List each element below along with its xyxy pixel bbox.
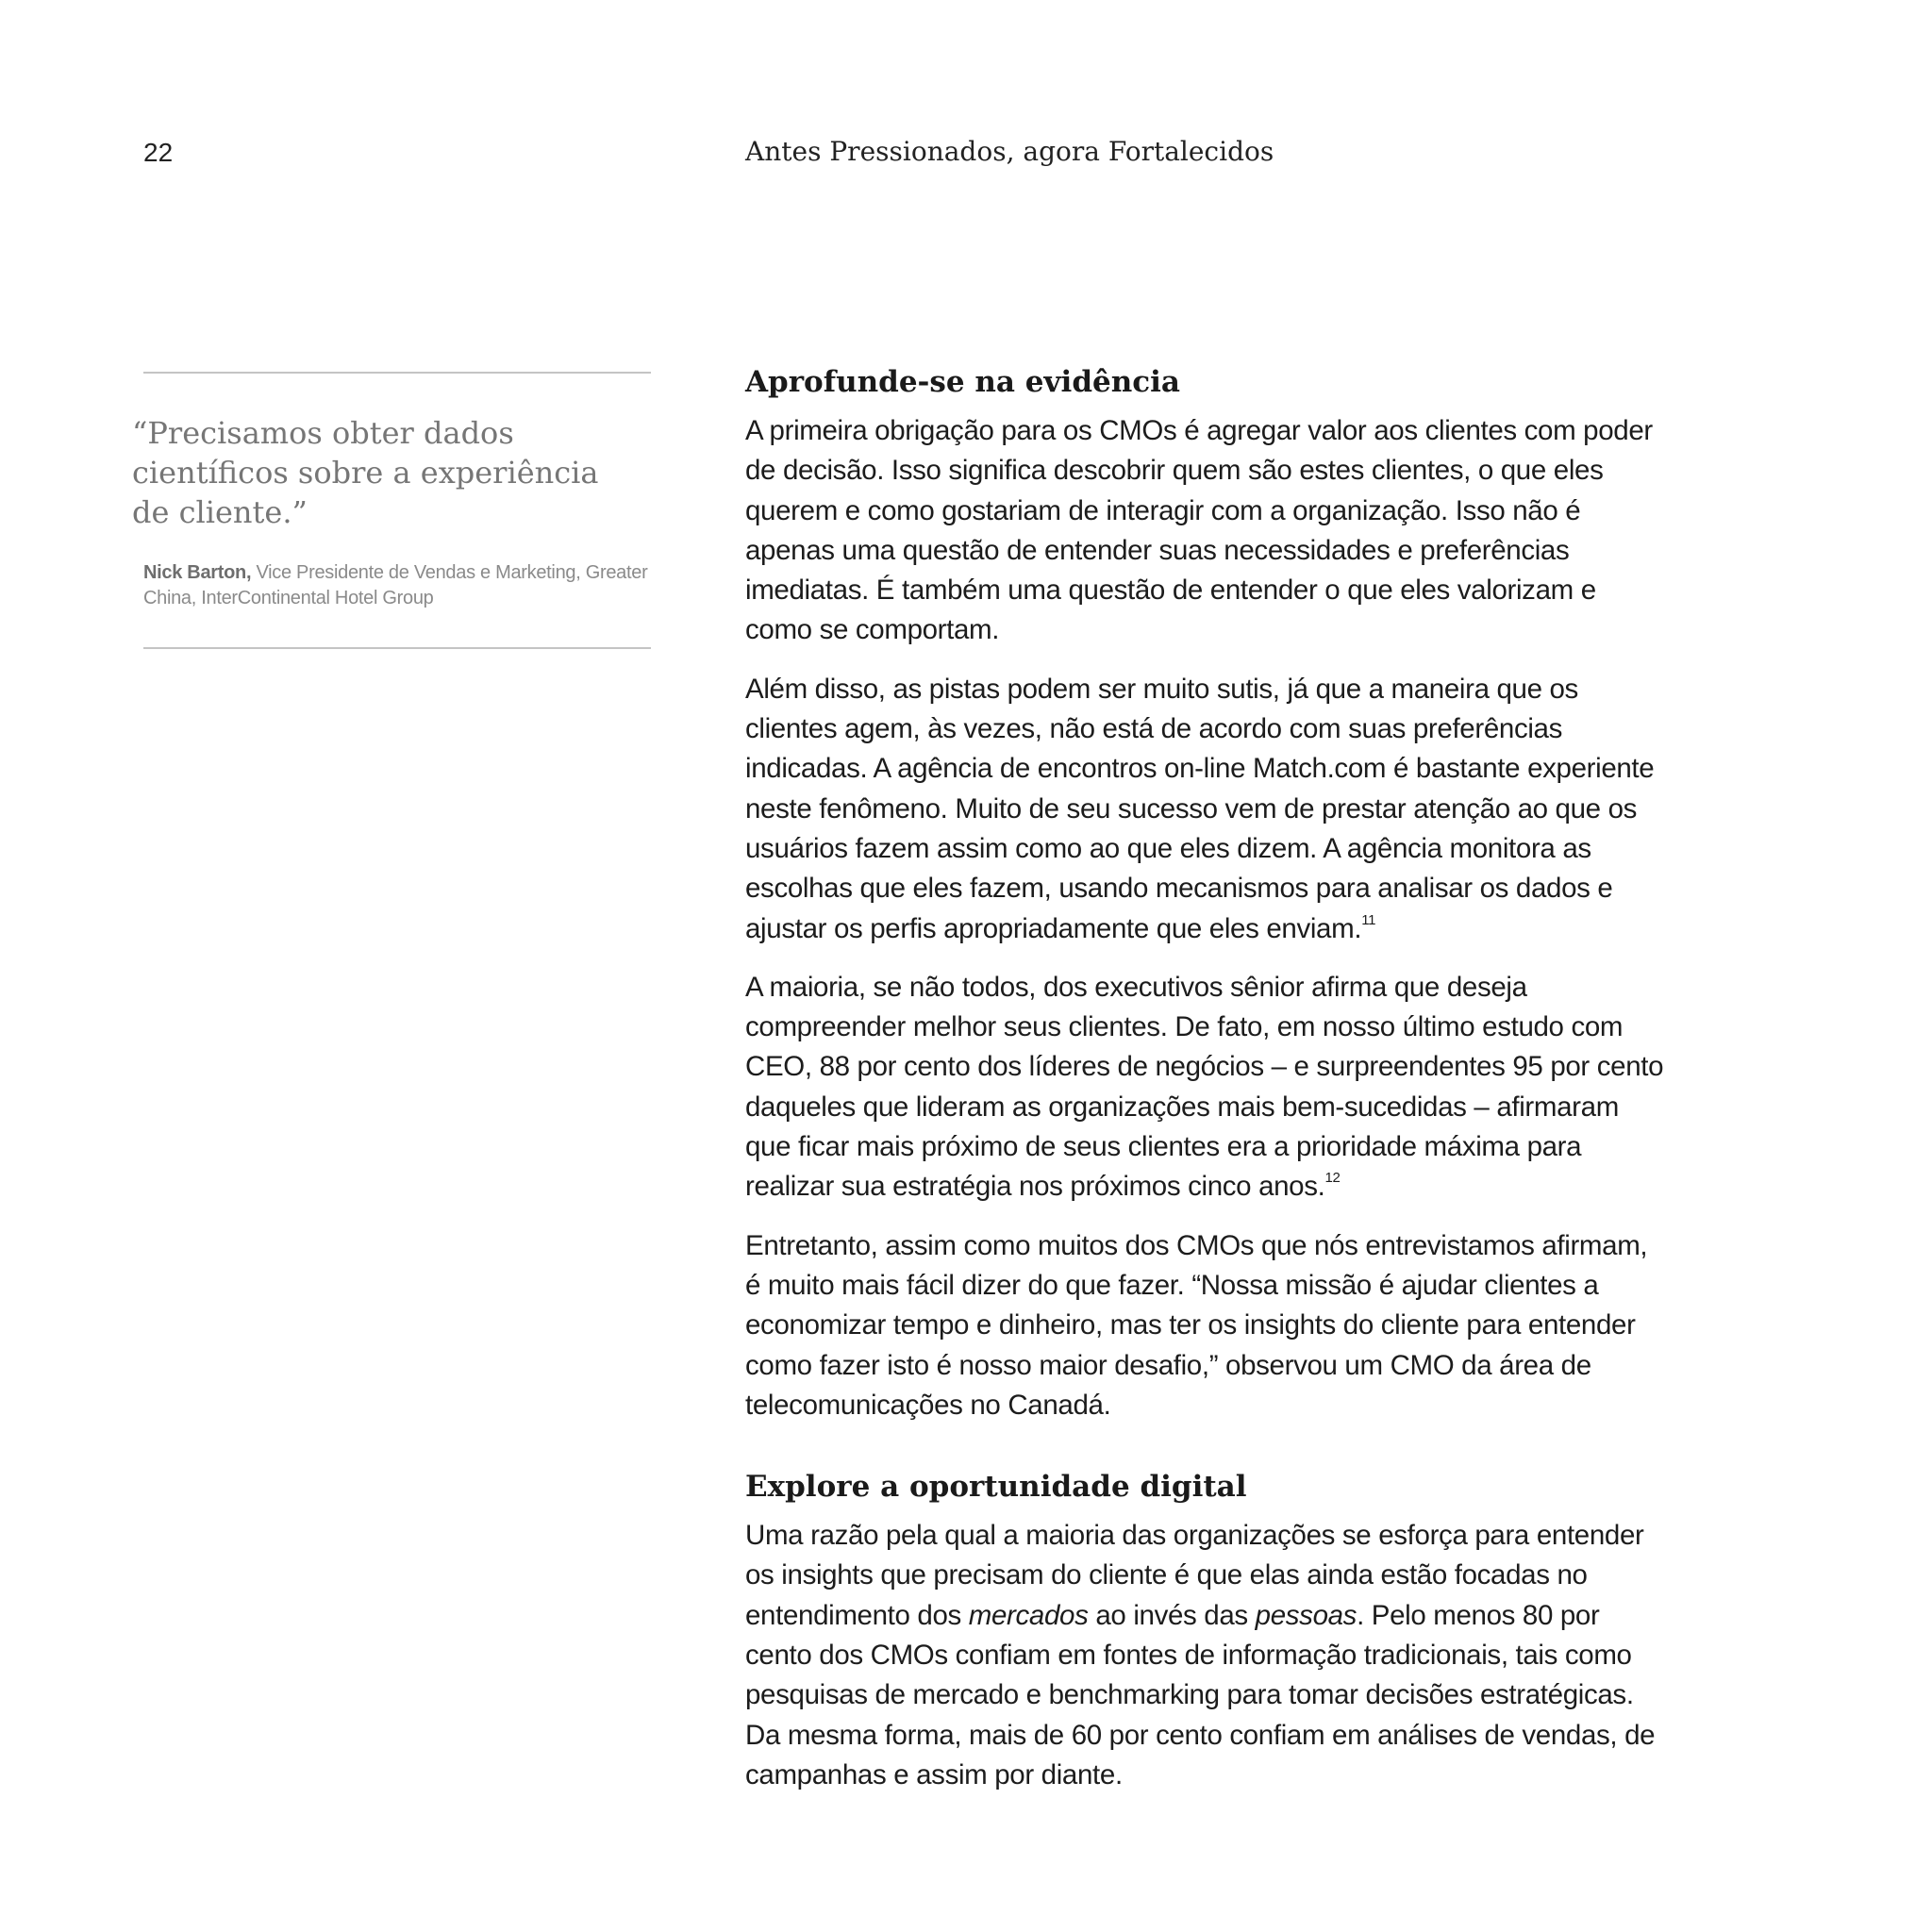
paragraph-text: ao invés das xyxy=(1088,1599,1256,1631)
attribution-title: Vice Presidente de Vendas e Marketing, Greater China, InterContinental Hotel Group xyxy=(143,562,648,608)
pull-quote: “Precisamos obter dados científicos sobre a experiência de cliente.” xyxy=(132,415,599,530)
paragraph xyxy=(745,968,1670,1208)
running-header: Antes Pressionados, agora Fortalecidos xyxy=(745,136,1274,167)
main-column xyxy=(745,364,1670,1814)
footnote-ref: 11 xyxy=(1361,911,1376,928)
attribution-name: Nick Barton, xyxy=(143,562,252,583)
paragraph-text: Uma razão pela qual a maioria das organizações se esforça para entender os insights que precisam do cliente é que elas ainda estão focadas no entendimento dos xyxy=(745,1520,1644,1631)
paragraph: A primeira obrigação para os CMOs é agregar valor aos clientes com poder de decisão. Isso significa descobrir quem são estes clientes, o que eles querem e como gostariam de interagir com a organização. Isso não é apenas uma questão de entender suas necessidades e preferências imediatas. É também uma questão de entender o que eles valorizam e como se comportam. xyxy=(745,415,1653,646)
footnote-ref: 12 xyxy=(1324,1170,1341,1187)
paragraph xyxy=(745,670,1670,949)
section-heading-evidence: Aprofunde-se na evidência xyxy=(745,365,1180,399)
emphasis-pessoas: pessoas xyxy=(1255,1599,1357,1631)
paragraph-text: . Pelo menos 80 por cento dos CMOs confiam em fontes de informação tradicionais, tais como pesquisas de mercado e benchmarking para tomar decisões estratégicas. Da mesma forma, mais de 60 por cento confiam em análises de vendas, de campanhas e assim por diante. xyxy=(745,1599,1656,1790)
sidebar-quote-box xyxy=(132,372,651,649)
paragraph-text: A maioria, se não todos, dos executivos sênior afirma que deseja compreender melhor seus clientes. De fato, em nosso último estudo com CEO, 88 por cento dos líderes de negócios – e surpreendentes 95 por cento daqueles que lideram as organizações mais bem-sucedidas – afirmaram que ficar mais próximo de seus clientes era a prioridade máxima para realizar sua estratégia nos próximos cinco anos. xyxy=(745,971,1664,1203)
quote-attribution xyxy=(143,560,651,611)
paragraph: Entretanto, assim como muitos dos CMOs que nós entrevistamos afirmam, é muito mais fácil dizer do que fazer. “Nossa missão é ajudar clientes a economizar tempo e dinheiro, mas ter os insights do cliente para entender como fazer isto é nosso maior desafio,” observou um CMO da área de telecomunicações no Canadá. xyxy=(745,1229,1648,1421)
emphasis-mercados: mercados xyxy=(968,1599,1089,1631)
paragraph-text: Além disso, as pistas podem ser muito sutis, já que a maneira que os clientes agem, às vezes, não está de acordo com suas preferências indicadas. A agência de encontros on-line Match.com é bastante experiente neste fenômeno. Muito de seu sucesso vem de prestar atenção ao que os usuários fazem assim como ao que eles dizem. A agência monitora as escolhas que eles fazem, usando mecanismos para analisar os dados e ajustar os perfis apropriadamente que eles enviam. xyxy=(745,673,1655,944)
paragraph xyxy=(745,1516,1670,1795)
page-number: 22 xyxy=(143,138,174,167)
section-heading-digital: Explore a oportunidade digital xyxy=(745,1470,1247,1505)
